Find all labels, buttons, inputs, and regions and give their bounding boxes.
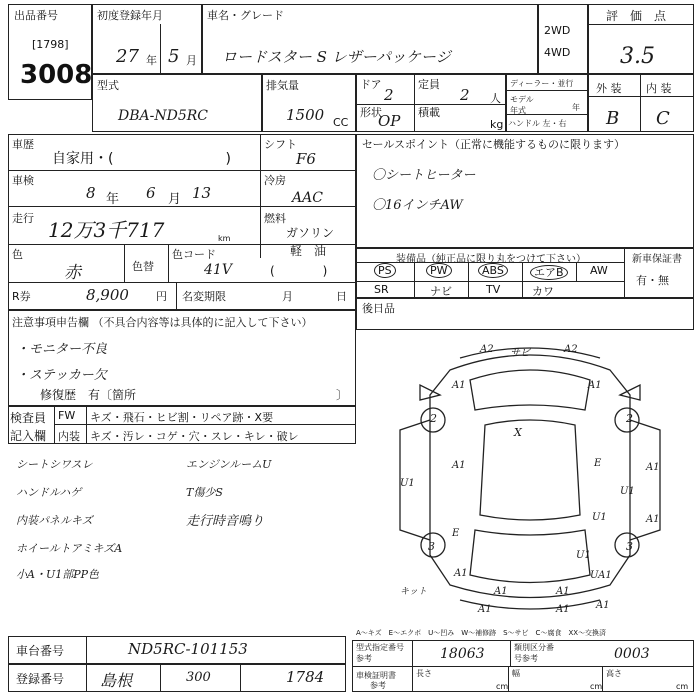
comment-left-5: 小A・U1部PP色 (16, 568, 100, 581)
color-value: 赤 (64, 263, 81, 283)
notes-label: 注意事項申告欄 （不具合内容等は具体的に記入して下さい） (12, 316, 313, 329)
note-line-2: ・ステッカー欠 (16, 368, 107, 383)
exterior-grade: B (606, 108, 620, 129)
ac-value: AAC (292, 190, 323, 206)
name-change-day: 日 (336, 290, 347, 303)
load-unit: kg (490, 118, 504, 131)
mark-e-r: E (594, 458, 602, 469)
comment-right-3: 走行時音鳴り (186, 514, 265, 529)
comment-left-1: シートシワスレ (16, 458, 93, 471)
mark-wheel-rl: 3 (428, 540, 435, 553)
cert-sub: 参考 (370, 681, 386, 690)
name-grade-value: ロードスター S レザーパッケージ (222, 48, 451, 66)
comment-left-3: 内装パネルキズ (16, 514, 93, 527)
mark-a1-far-r2: A1 (646, 514, 660, 525)
car-damage-diagram (380, 340, 680, 620)
fuel-diesel: 軽 油 (290, 244, 327, 258)
equip-tv: TV (486, 283, 501, 296)
mark-wheel-fr: 2 (626, 412, 633, 425)
sales-point-1: 〇シートヒーター (372, 168, 476, 183)
month-unit: 月 (186, 54, 197, 67)
mark-a1-fr: A1 (588, 380, 602, 391)
note-line-1: ・モニター不良 (16, 342, 108, 357)
mark-u1-rl: U1 (592, 512, 607, 523)
drive-box (538, 4, 588, 74)
recycle-unit: 円 (156, 290, 167, 303)
fuel-label: 燃料 (264, 212, 286, 225)
inspector-label-2: 記入欄 (10, 429, 47, 443)
recycle-label: R券 (12, 290, 31, 303)
inspection-year: 8 (86, 184, 96, 202)
interior-grade: C (656, 108, 670, 129)
fw-items: キズ・飛石・ヒビ割・リペア跡・X要 (90, 411, 274, 424)
inspection-label: 車検 (12, 174, 34, 187)
mark-wheel-fl: 2 (430, 412, 437, 425)
damage-legend: A～キズ E～エクボ U～凹み W～補修跡 S～サビ C～腐食 XX～交換済 (356, 629, 607, 637)
warranty-value: 有・無 (636, 274, 669, 287)
reg-label: 登録番号 (16, 672, 65, 686)
model-value: DBA-ND5RC (118, 108, 208, 124)
color-code-value: 41V (204, 262, 232, 278)
history-label: 車歴 (12, 138, 34, 151)
length-unit: cm (496, 682, 509, 691)
mark-u1-l: U1 (400, 478, 415, 489)
warranty-label: 新車保証書 (632, 254, 682, 265)
equip-ps: PS (374, 264, 396, 277)
color-label: 色 (12, 248, 23, 261)
inspector-label-1: 検査員 (10, 411, 47, 425)
shape-value: OP (378, 112, 401, 130)
mark-a1-l: A1 (452, 460, 466, 471)
recycle-value: 8,900 (86, 286, 129, 304)
category-label: 類別区分番号参考 (514, 643, 554, 663)
capacity-unit: 人 (490, 92, 501, 105)
load-label: 積載 (418, 106, 440, 119)
int-label: 内装 (58, 430, 80, 443)
drive-2wd: 2WD (544, 24, 571, 37)
mark-a1-bottom-l: A1 (478, 604, 492, 615)
width-unit: cm (590, 682, 603, 691)
model-cert-label: 型式指定番号参考 (356, 643, 404, 663)
fuel-other: ( ) (270, 264, 328, 278)
lot-small-number: [1798] (32, 38, 69, 51)
chassis-value: ND5RC-101153 (128, 640, 248, 658)
mark-e-rl: E (452, 528, 460, 539)
history-value: 自家用・( ) (52, 151, 231, 167)
inspection-month-unit: 月 (168, 192, 182, 207)
mark-wheel-rr: 3 (626, 540, 633, 553)
ac-label: 冷房 (264, 174, 286, 187)
comment-right-2: T傷少S (186, 486, 223, 499)
rating-label: 評 価 点 (606, 9, 667, 23)
model-year-label: モデル年式 (510, 95, 534, 115)
handle-label: ハンドル 左・右 (508, 119, 567, 128)
equip-leather: カワ (532, 285, 554, 298)
mark-kit: キット (400, 587, 427, 597)
mark-a1-bottom-r: A1 (556, 604, 570, 615)
name-change-month: 月 (282, 290, 293, 303)
comment-right-1: エンジンルームU (186, 458, 272, 471)
mark-u1-rear: U1 (576, 550, 591, 561)
equip-sr: SR (374, 283, 389, 296)
int-items: キズ・汚レ・コゲ・穴・スレ・キレ・破レ (90, 430, 299, 443)
mark-rust: サビ (510, 348, 530, 359)
shape-label: 形状 (360, 106, 382, 119)
model-year-unit: 年 (572, 103, 580, 112)
interior-label: 内 装 (646, 82, 672, 95)
repair-history-close: 〕 (336, 388, 349, 402)
mark-x-roof: X (514, 426, 522, 439)
displacement-label: 排気量 (266, 79, 299, 92)
fuel-gasoline: ガソリン (286, 226, 335, 240)
inspection-day: 13 (192, 184, 212, 202)
first-reg-year: 27 (116, 46, 139, 67)
comment-left-4: ホイールトアミキズA (16, 542, 123, 555)
chassis-label: 車台番号 (16, 644, 65, 658)
mark-a1-rear-l: A1 (454, 568, 468, 579)
category-value: 0003 (614, 646, 650, 662)
mark-ua1: UA1 (590, 570, 612, 581)
later-items-box (356, 298, 694, 330)
inspection-year-unit: 年 (106, 192, 120, 207)
displacement-value: 1500 (286, 106, 325, 124)
mileage-label: 走行 (12, 212, 34, 225)
equip-aw: AW (590, 264, 608, 277)
first-reg-month: 5 (168, 46, 180, 67)
color-change-label: 色替 (132, 260, 154, 273)
mark-a1-far-r: A1 (646, 462, 660, 473)
dealer-label: ディーラー・並行 (510, 79, 574, 88)
exterior-label: 外 装 (596, 82, 622, 95)
height-label: 高さ (606, 669, 622, 678)
mark-a1-bottom-far: A1 (596, 600, 610, 611)
height-unit: cm (676, 682, 689, 691)
mark-u1-r: U1 (620, 486, 635, 497)
comment-left-2: ハンドルハゲ (16, 486, 82, 499)
doors-label: ドア (360, 78, 382, 91)
sales-points-label: セールスポイント（正常に機能するものに限ります） (362, 138, 626, 151)
inspection-month: 6 (146, 184, 156, 202)
shift-value: F6 (296, 150, 316, 168)
mileage-unit: km (218, 234, 231, 243)
color-code-label: 色コード (172, 248, 216, 261)
sales-point-2: 〇16インチAW (372, 198, 463, 213)
mileage-value: 12万3千717 (48, 218, 165, 242)
name-grade-label: 車名・グレード (207, 9, 284, 22)
year-unit: 年 (146, 54, 157, 67)
equipment-label: 装備品（純正品に限り丸をつけて下さい） (396, 254, 586, 265)
equip-airbag: エアB (530, 264, 568, 280)
doors-value: 2 (384, 86, 394, 104)
rating-value: 3.5 (620, 44, 655, 69)
equip-pw: PW (426, 264, 452, 277)
later-items-label: 後日品 (362, 302, 395, 315)
capacity-label: 定員 (418, 78, 440, 91)
cert-label: 車検証明書 (356, 671, 396, 680)
equip-navi: ナビ (430, 285, 452, 298)
shift-label: シフト (264, 138, 297, 151)
drive-4wd: 4WD (544, 46, 571, 59)
length-label: 長さ (416, 669, 432, 678)
lot-label: 出品番号 (14, 9, 58, 22)
mark-a2-left: A2 (480, 344, 494, 355)
mark-a1-fl: A1 (452, 380, 466, 391)
width-label: 幅 (512, 669, 520, 678)
mark-a2-right: A2 (564, 344, 578, 355)
mark-a1-rear-r: A1 (556, 586, 570, 597)
mark-a1-rear-m: A1 (494, 586, 508, 597)
repair-history: 修復歴 有〔箇所 (40, 388, 137, 402)
capacity-value: 2 (460, 86, 470, 104)
model-label: 型式 (97, 79, 119, 92)
displacement-unit: CC (333, 116, 349, 129)
reg-region: 島根 (100, 671, 133, 690)
model-cert-value: 18063 (440, 646, 485, 662)
fw-label: FW (58, 409, 76, 422)
reg-class: 300 (186, 670, 211, 685)
reg-number: 1784 (286, 668, 325, 686)
lot-number: 3008 (20, 60, 93, 90)
name-change-label: 名変期限 (182, 290, 226, 303)
equip-abs: ABS (478, 264, 508, 277)
first-reg-label: 初度登録年月 (97, 9, 163, 22)
